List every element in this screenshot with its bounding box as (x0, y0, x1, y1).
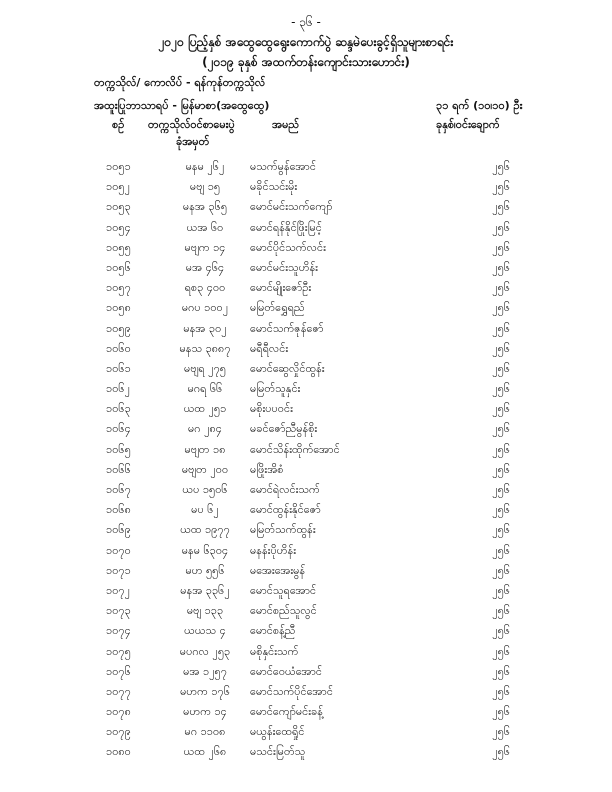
row-exam-number: ယအ ၆၀ (186, 220, 224, 234)
row-date: ၂၅၆ (492, 160, 510, 173)
voter-list (0, 158, 612, 764)
row-name: မောင်မင်းသက်ကျော် (250, 200, 333, 214)
row-date: ၂၅၆ (492, 240, 510, 254)
table-row (0, 602, 612, 622)
row-code: ၁၀၇၅ (106, 644, 131, 658)
row-date: ၂၅၆ (492, 301, 510, 315)
row-date: ၂၅၆ (492, 422, 510, 436)
table-row (0, 562, 612, 582)
table-row (0, 178, 612, 198)
table-row (0, 420, 612, 440)
row-date: ၂၅၆ (492, 563, 510, 577)
row-code: ၁၀၆၅ (106, 442, 131, 456)
page-number: - ၃၆ - (291, 15, 321, 29)
row-date: ၂၅၆ (492, 402, 510, 416)
row-code: ၁၀၅၇ (106, 281, 131, 295)
row-code: ၁၀၇၇ (106, 684, 131, 698)
region-line: တက္ကသိုလ်/ ကောလိပ် - ရန်ကုန်တက္ကသိုလ် (94, 76, 266, 89)
row-name: မောင်စန့်ညီ (250, 624, 296, 638)
row-date: ၂၅၆ (492, 503, 510, 517)
table-row (0, 299, 612, 319)
row-exam-number: မဟ ၅၅၆ (185, 563, 225, 577)
table-row (0, 683, 612, 703)
row-code: ၁၀၅၁ (106, 160, 131, 173)
row-code: ၁၀၆၆ (106, 462, 131, 476)
table-row (0, 158, 612, 178)
table-row (0, 259, 612, 279)
row-exam-number: ယပ ၁၅၀၆ (182, 483, 228, 496)
row-exam-number: မဗျရ ၂၇၅ (184, 361, 226, 375)
table-row (0, 521, 612, 541)
count-header: ၃၁ ရက် (၁၀၊၁၀) ဦး (436, 99, 523, 112)
row-code: ၁၀၅၅ (106, 240, 131, 254)
row-name: မသင်းမြတ်သူ (250, 745, 306, 759)
row-exam-number: မဗျတ ၁၈ (184, 442, 226, 456)
row-exam-number: မအ ၁၂၅၇ (183, 664, 227, 678)
row-code: ၁၀၇၆ (106, 664, 131, 678)
row-name: မစိုနှင်းသက် (250, 644, 299, 658)
table-row (0, 441, 612, 461)
row-code: ၁၀၇၉ (106, 725, 131, 739)
row-exam-number: မနအ ၃၀၂ (183, 321, 227, 335)
row-name: မနန်းပိုဟိန်း (250, 543, 296, 557)
row-exam-number: ယယသ ၄ (184, 624, 226, 638)
row-name: မောင်သက်ပိုင်အောင် (250, 684, 333, 698)
table-row (0, 582, 612, 602)
row-name: မောင်စည်သူလွင် (250, 604, 317, 618)
row-name: မောင်ဆွေလှိုင်ထွန်း (250, 361, 325, 375)
row-code: ၁၀၆၈ (106, 503, 131, 517)
row-date: ၂၅၆ (492, 543, 510, 557)
row-date: ၂၅၆ (492, 684, 510, 698)
row-code: ၁၀၇၁ (106, 563, 131, 577)
row-exam-number: ယထ ၁၉၇၇ (180, 523, 230, 537)
table-row (0, 643, 612, 663)
row-code: ၁၀၆၄ (106, 422, 131, 436)
table-row (0, 703, 612, 723)
column-header-no: စဉ် (112, 118, 125, 131)
row-code: ၁၀၅၂ (106, 180, 130, 194)
row-exam-number: မဟက ၁၇၆ (180, 684, 230, 698)
row-name: မောင်ကျော်မင်းခန့် (250, 705, 323, 719)
row-date: ၂၅၆ (492, 260, 510, 274)
table-row (0, 340, 612, 360)
row-code: ၁၀၇၂ (106, 583, 130, 597)
row-date: ၂၅၆ (492, 644, 510, 658)
row-exam-number: မပဂလ ၂၅၃ (179, 644, 231, 658)
row-name: မစိုးပပဝင်း (250, 402, 293, 416)
table-row (0, 279, 612, 299)
table-row (0, 501, 612, 521)
row-date: ၂၅၆ (492, 281, 510, 295)
table-row (0, 743, 612, 763)
row-name: မောင်မင်းသူဟိန်း (250, 260, 318, 274)
row-code: ၁၀၆၂ (106, 382, 130, 396)
row-date: ၂၅၆ (492, 321, 510, 335)
row-name: မမြတ်သူနှင်း (250, 382, 301, 396)
row-date: ၂၅၆ (492, 200, 510, 214)
column-header-seat: ခုံအမှတ် (176, 135, 210, 148)
table-row (0, 481, 612, 501)
row-code: ၁၀၅၉ (106, 321, 131, 335)
row-code: ၁၀၆၀ (106, 341, 131, 355)
row-exam-number: ယထ ၂၅၁ (183, 402, 227, 416)
row-exam-number: မနအ ၃၃၆၂ (180, 583, 230, 597)
row-code: ၁၀၆၉ (106, 523, 131, 537)
row-code: ၁၀၇၃ (106, 604, 131, 618)
row-date: ၂၅၆ (492, 523, 510, 537)
row-code: ၁၀၈၀ (106, 745, 131, 759)
row-code: ၁၀၅၈ (106, 301, 131, 315)
row-name: မအေးအေးမွန် (250, 563, 306, 577)
column-header-date: ခုနှစ်၊ဝင်းချောက် (436, 118, 500, 131)
row-name: မသက်မွန်အောင် (250, 160, 316, 173)
subject-header: အထူးပြုဘာသာရပ် - မြန်မာစာ(အထွေထွေ) (94, 99, 270, 112)
table-row (0, 219, 612, 239)
row-date: ၂၅၆ (492, 220, 510, 234)
row-name: မောင်ပိုင်သက်လင်း (250, 240, 326, 254)
row-code: ၁၀၇၀ (106, 543, 131, 557)
table-row (0, 663, 612, 683)
row-code: ၁၀၇၈ (106, 705, 131, 719)
row-name: မရီရီလင်း (250, 341, 289, 355)
row-name: မောင်ဝေယံအောင် (250, 664, 322, 678)
row-name: မမြတ်ရွှေရည် (250, 301, 305, 315)
table-row (0, 198, 612, 218)
row-date: ၂၅၆ (492, 583, 510, 597)
row-name: မမြတ်သက်ထွန်း (250, 523, 316, 537)
row-name: မောင်သက်ဇုန်ဇော် (250, 321, 324, 335)
table-row (0, 239, 612, 259)
table-row (0, 360, 612, 380)
row-name: မခိုင်သင်းမိုး (250, 180, 298, 194)
row-name: မောင်ထွန်းနိုင်ဇော် (250, 503, 321, 517)
row-exam-number: မဗျ ၁၅ (189, 180, 221, 194)
row-exam-number: မဂရ ၆၆ (187, 382, 223, 396)
row-date: ၂၅၆ (492, 180, 510, 194)
row-name: မောင်ရန်နိုင်ဖြိုးမြင့် (250, 220, 322, 234)
table-row (0, 723, 612, 743)
table-row (0, 320, 612, 340)
row-exam-number: မနသ ၃၈၈၇ (179, 341, 231, 355)
row-date: ၂၅၆ (492, 745, 510, 759)
column-header-exam: တက္ကသိုလ်ဝင်စာမေးပွဲ (148, 118, 235, 131)
row-code: ၁၀၅၄ (106, 220, 131, 234)
row-date: ၂၅၆ (492, 462, 510, 476)
row-date: ၂၅၆ (492, 604, 510, 618)
row-exam-number: မနမ ၂၆၂ (185, 160, 225, 173)
row-exam-number: မဗျ ၁၃၃ (186, 604, 224, 618)
row-exam-number: ယထ ၂၆၈ (183, 745, 227, 759)
table-row (0, 542, 612, 562)
document-title: ၂၀၂၀ ပြည့်နှစ် အထွေထွေရွေးကောက်ပွဲ ဆန္ဒမဲပေးခွင့်ရှိသူများစာရင်း (158, 35, 454, 49)
table-row (0, 461, 612, 481)
row-date: ၂၅၆ (492, 442, 510, 456)
row-date: ၂၅၆ (492, 705, 510, 719)
column-header-name: အမည် (272, 118, 300, 131)
row-exam-number: မနမ ၆၃၀၄ (181, 543, 229, 557)
row-code: ၁၀၅၃ (106, 200, 131, 214)
row-exam-number: မဂ ၁၁၀၈ (184, 725, 226, 739)
row-exam-number: မအ ၄၆၄ (185, 260, 225, 274)
row-name: မဖြိုးအိစံ (250, 462, 284, 476)
row-code: ၁၀၆၃ (106, 402, 131, 416)
row-name: မောင်ရဲလင်းသက် (250, 483, 320, 496)
document-subtitle: (၂၀၁၉ ခုနှစ် အထက်တန်းကျောင်းသားဟောင်း) (202, 55, 410, 69)
row-exam-number: ရစ၃ ၄၀၀ (184, 281, 226, 295)
row-name: မခင်ဇော်ညီမွန်စိုး (250, 422, 318, 436)
row-code: ၁၀၇၄ (106, 624, 131, 638)
row-exam-number: မဟက ၁၄ (183, 705, 227, 719)
row-exam-number: မနအ ၃၆၅ (182, 200, 228, 214)
row-date: ၂၅၆ (492, 483, 510, 496)
row-date: ၂၅၆ (492, 382, 510, 396)
row-code: ၁၀၅၆ (106, 260, 131, 274)
row-date: ၂၅၆ (492, 361, 510, 375)
row-code: ၁၀၆၁ (106, 361, 131, 375)
table-row (0, 622, 612, 642)
row-name: မောင်သူရအောင် (250, 583, 317, 597)
row-exam-number: မပ ၆၂ (191, 503, 219, 517)
table-row (0, 380, 612, 400)
row-name: မောင်မျိုးဇော်ဦး (250, 281, 312, 295)
row-name: မယွန်းထေရှိုင် (250, 725, 305, 739)
row-exam-number: မဂပ ၁၀၀၂ (181, 301, 229, 315)
row-date: ၂၅၆ (492, 624, 510, 638)
row-exam-number: မဂ ၂၈၄ (188, 422, 222, 436)
row-exam-number: မဗျတ ၂၀၀ (181, 462, 229, 476)
table-row (0, 400, 612, 420)
row-name: မောင်သိန်းထိုက်အောင် (250, 442, 340, 456)
row-date: ၂၅၆ (492, 664, 510, 678)
row-date: ၂၅၆ (492, 341, 510, 355)
row-code: ၁၀၆၇ (106, 483, 131, 496)
row-date: ၂၅၆ (492, 725, 510, 739)
row-exam-number: မဗျက ၁၄ (184, 240, 226, 254)
